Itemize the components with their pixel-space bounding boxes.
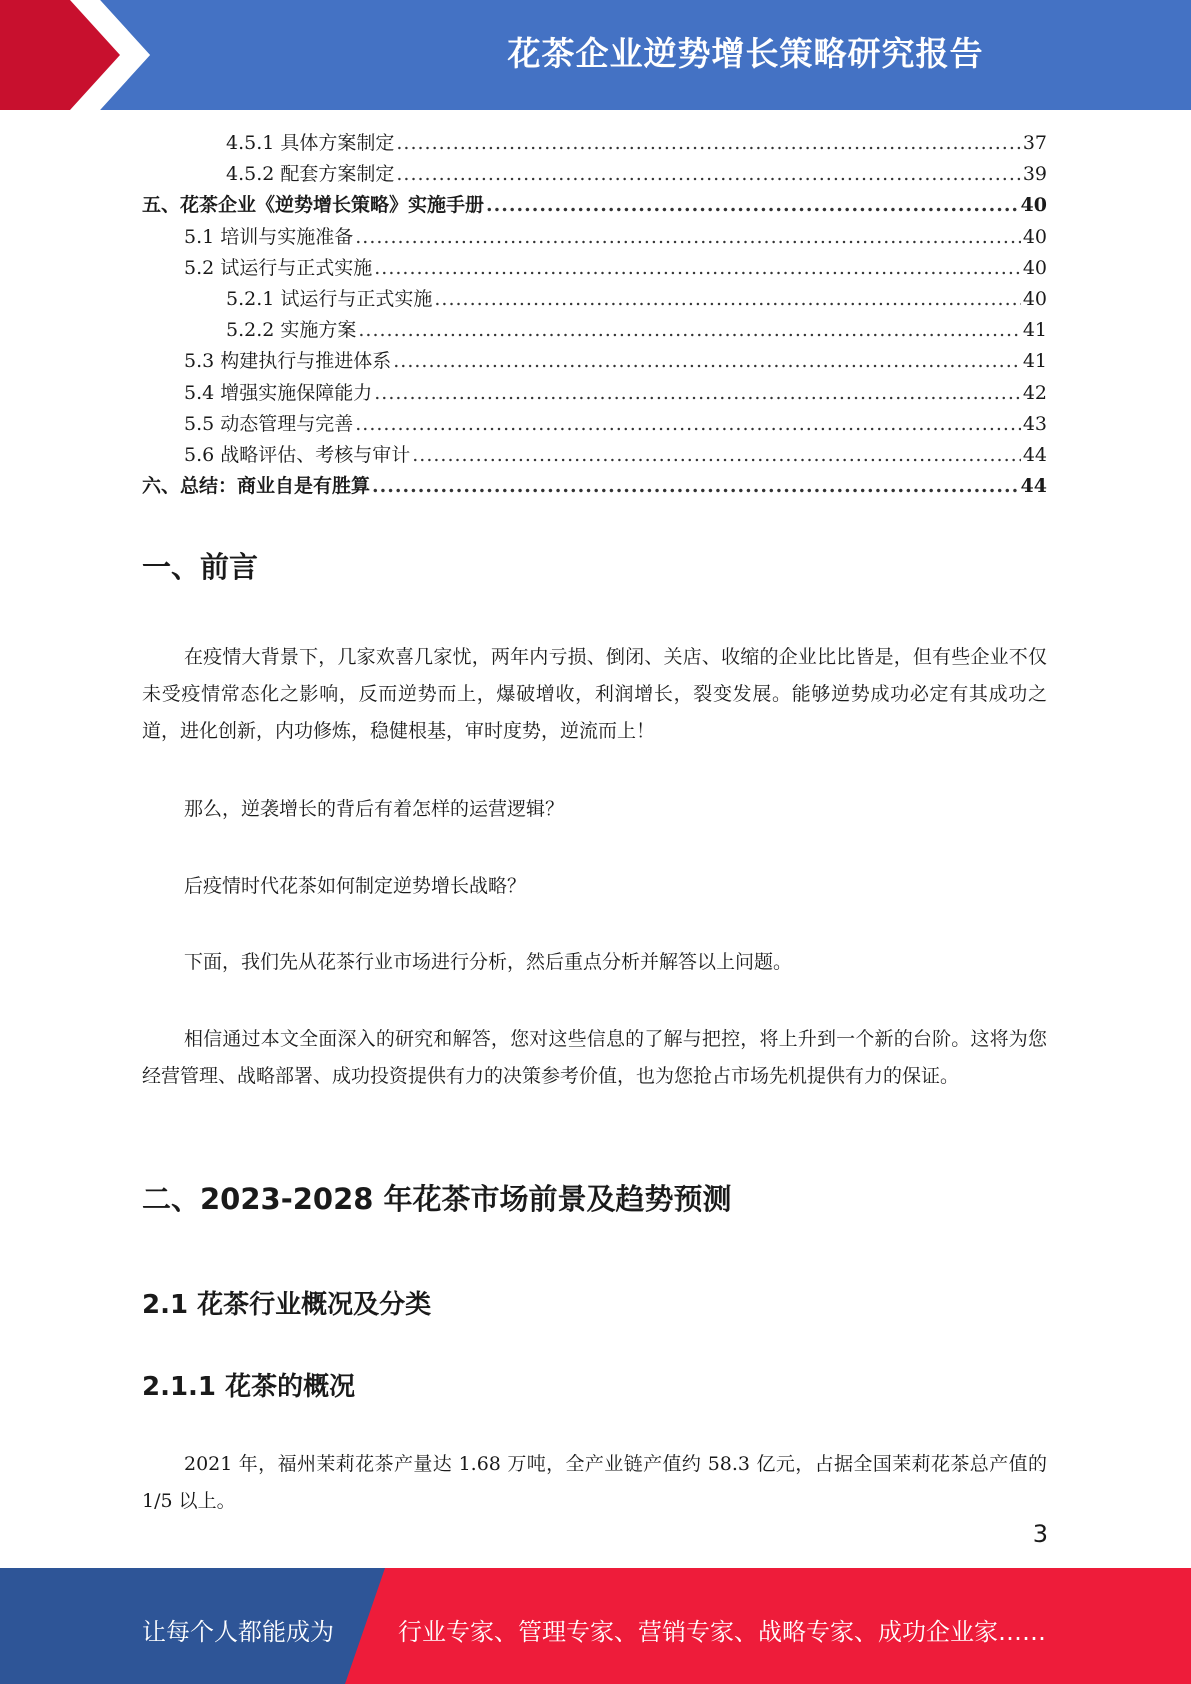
- tea-overview-paragraph: 2021 年，福州茉莉花茶产量达 1.68 万吨，全产业链产值约 58.3 亿元，占据全国茉莉花茶总产值的 1/5 以上。: [142, 1453, 1047, 1512]
- toc-entry-label: 五、花茶企业《逆势增长策略》实施手册: [142, 194, 485, 217]
- toc-leader-dots: [396, 159, 1020, 190]
- toc-entry[interactable]: [142, 409, 1047, 440]
- toc-entry[interactable]: [142, 440, 1047, 471]
- preface-paragraph-1: 在疫情大背景下，几家欢喜几家忧，两年内亏损、倒闭、关店、收缩的企业比比皆是，但有些企业不仅未受疫情常态化之影响，反而逆势而上，爆破增收，利润增长，裂变发展。能够逆势成功必定有其成功之道，进化创新，内功修炼，稳健根基，审时度势，逆流而上！: [142, 646, 1047, 742]
- section-title-market-outlook: 二、2023-2028 年花茶市场前景及趋势预测: [142, 1182, 732, 1216]
- subsection-title-tea-overview: 2.1.1 花茶的概况: [142, 1372, 356, 1402]
- toc-leader-dots: [372, 471, 1019, 502]
- toc-leader-dots: [374, 253, 1021, 284]
- toc-entry-page: 42: [1022, 381, 1047, 404]
- footer-slogan-left: 让每个人都能成为: [142, 1618, 334, 1646]
- toc-entry[interactable]: [142, 471, 1047, 502]
- preface-paragraph-2: 那么，逆袭增长的背后有着怎样的运营逻辑？: [184, 798, 565, 820]
- toc-leader-dots: [393, 346, 1021, 377]
- table-of-contents: [142, 128, 1047, 502]
- toc-entry-page: 40: [1020, 194, 1047, 217]
- toc-entry-label: 5.2.1 试运行与正式实施: [226, 287, 433, 310]
- toc-entry-page: 41: [1022, 350, 1047, 373]
- toc-entry-label: 5.5 动态管理与完善: [184, 412, 354, 435]
- toc-entry-label: 六、总结：商业自是有胜算: [142, 475, 371, 498]
- toc-leader-dots: [355, 222, 1021, 253]
- toc-entry-page: 40: [1022, 287, 1047, 310]
- toc-entry-label: 5.3 构建执行与推进体系: [184, 350, 392, 373]
- toc-entry-page: 44: [1022, 443, 1047, 466]
- page-header: [0, 0, 1191, 110]
- report-title: 花茶企业逆势增长策略研究报告: [507, 34, 984, 73]
- preface-paragraph-3: 后疫情时代花茶如何制定逆势增长战略？: [184, 875, 527, 897]
- toc-entry-page: 39: [1022, 163, 1047, 186]
- toc-entry[interactable]: [142, 346, 1047, 377]
- toc-entry-label: 5.2 试运行与正式实施: [184, 256, 373, 279]
- toc-entry-page: 43: [1022, 412, 1047, 435]
- toc-entry-page: 44: [1020, 475, 1047, 498]
- toc-entry-page: 40: [1022, 256, 1047, 279]
- toc-leader-dots: [396, 128, 1020, 159]
- toc-entry[interactable]: [142, 378, 1047, 409]
- toc-leader-dots: [412, 440, 1021, 471]
- toc-entry[interactable]: [142, 159, 1047, 190]
- toc-entry[interactable]: [142, 253, 1047, 284]
- toc-entry-label: 5.1 培训与实施准备: [184, 225, 354, 248]
- toc-leader-dots: [486, 190, 1019, 221]
- toc-entry[interactable]: [142, 190, 1047, 221]
- toc-entry-page: 40: [1022, 225, 1047, 248]
- toc-entry-label: 4.5.1 具体方案制定: [226, 132, 395, 154]
- toc-leader-dots: [358, 315, 1020, 346]
- toc-leader-dots: [374, 378, 1021, 409]
- section-title-preface: 一、前言: [142, 550, 259, 584]
- toc-entry-page: 37: [1022, 132, 1047, 154]
- preface-paragraph-4: 下面，我们先从花茶行业市场进行分析，然后重点分析并解答以上问题。: [184, 951, 793, 973]
- header-red-chevron-icon: [0, 0, 160, 110]
- toc-leader-dots: [434, 284, 1020, 315]
- toc-entry-label: 5.4 增强实施保障能力: [184, 381, 373, 404]
- toc-entry[interactable]: [142, 222, 1047, 253]
- toc-entry-label: 5.2.2 实施方案: [226, 319, 357, 342]
- toc-leader-dots: [355, 409, 1021, 440]
- preface-paragraph-5: 相信通过本文全面深入的研究和解答，您对这些信息的了解与把控，将上升到一个新的台阶。这将为您经营管理、战略部署、成功投资提供有力的决策参考价值，也为您抢占市场先机提供有力的保证。: [142, 1028, 1047, 1087]
- subsection-title-overview: 2.1 花茶行业概况及分类: [142, 1290, 432, 1320]
- toc-entry-page: 41: [1022, 319, 1047, 342]
- toc-entry[interactable]: [142, 315, 1047, 346]
- page-number: 3: [1032, 1520, 1048, 1548]
- toc-entry-label: 4.5.2 配套方案制定: [226, 163, 395, 186]
- footer-slogan-right: 行业专家、管理专家、营销专家、战略专家、成功企业家……: [398, 1618, 1046, 1646]
- toc-entry[interactable]: [142, 128, 1047, 159]
- page-footer: [0, 1568, 1191, 1684]
- toc-entry-label: 5.6 战略评估、考核与审计: [184, 443, 411, 466]
- toc-entry[interactable]: [142, 284, 1047, 315]
